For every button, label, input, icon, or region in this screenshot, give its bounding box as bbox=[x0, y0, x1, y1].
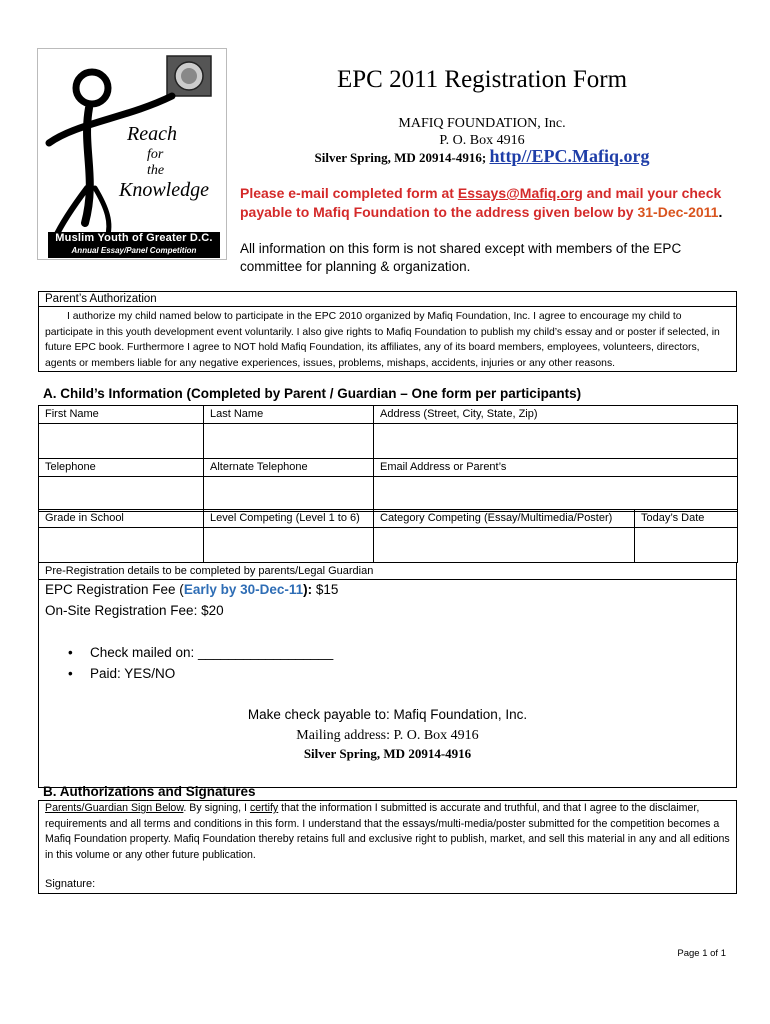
privacy-note: All information on this form is not shared except with members of the EPC committee for planning & organization. bbox=[240, 241, 682, 274]
onsite-fee: On-Site Registration Fee: $20 bbox=[45, 603, 224, 618]
logo-slogan-3: the bbox=[147, 163, 165, 178]
check-mailed-text: Check mailed on: __________________ bbox=[90, 645, 334, 660]
org-name: MAFIQ FOUNDATION, Inc. bbox=[398, 116, 566, 131]
address-field[interactable] bbox=[374, 424, 738, 459]
fee-close: ): bbox=[303, 582, 313, 597]
authorization-body: I authorize my child named below to participate in the EPC 2010 organized by Mafiq Foundation, Inc. I agree to encourage my child to participate in this youth development event voluntarily. I also give rights to Mafiq Foundation to publish my child’s essay and or poster if selected, in future EPC book. Furthermore I agree to NOT hold Mafiq Foundation, its affiliates, any of its board members, employees, volunteers, directors, agents or members liable for any negative experiences, issues, problems, mishaps, accidents, injuries or any other reasons. bbox=[45, 311, 720, 369]
bullet-icon: • bbox=[68, 666, 73, 681]
terms-text1: . By signing, I bbox=[183, 802, 250, 814]
logo-band-line2: Annual Essay/Panel Competition bbox=[71, 246, 197, 255]
telephone-field[interactable] bbox=[39, 477, 204, 512]
authorization-text bbox=[39, 307, 736, 371]
paid-text: Paid: YES/NO bbox=[90, 666, 176, 681]
fee-label: EPC Registration Fee ( bbox=[45, 582, 184, 597]
level-field[interactable] bbox=[204, 528, 374, 563]
child-info-table-2 bbox=[38, 509, 738, 563]
section-b-title: B. Authorizations and Signatures bbox=[43, 784, 256, 799]
certify: certify bbox=[249, 802, 279, 814]
mailing-address: Mailing address: P. O. Box 4916 bbox=[296, 728, 479, 743]
level-label: Level Competing (Level 1 to 6) bbox=[204, 510, 374, 528]
logo-band bbox=[48, 232, 220, 258]
address-label: Address (Street, City, State, Zip) bbox=[374, 406, 738, 424]
check-mailed-item bbox=[68, 645, 333, 660]
grade-field[interactable] bbox=[39, 528, 204, 563]
authorization-heading: Parent’s Authorization bbox=[39, 292, 736, 307]
book-seal-icon bbox=[167, 56, 211, 96]
email-note-end: . bbox=[718, 204, 723, 220]
first-name-label: First Name bbox=[39, 406, 204, 424]
signature-box bbox=[38, 800, 737, 894]
category-label: Category Competing (Essay/Multimedia/Poster) bbox=[374, 510, 635, 528]
deadline: 31-Dec-2011 bbox=[637, 204, 719, 220]
fee-amount: $15 bbox=[312, 582, 339, 597]
email-label: Email Address or Parent’s bbox=[374, 459, 738, 477]
page-number: Page 1 of 1 bbox=[677, 948, 726, 959]
logo-band-line1: Muslim Youth of Greater D.C. bbox=[55, 232, 213, 244]
early-deadline: Early by 30-Dec-11 bbox=[183, 582, 304, 597]
category-field[interactable] bbox=[374, 528, 635, 563]
telephone-label: Telephone bbox=[39, 459, 204, 477]
mailing-city: Silver Spring, MD 20914-4916 bbox=[303, 746, 472, 761]
last-name-field[interactable] bbox=[204, 424, 374, 459]
date-label: Today’s Date bbox=[635, 510, 738, 528]
logo-slogan-1: Reach bbox=[127, 123, 177, 145]
sign-below: Parents/Guardian Sign Below bbox=[45, 802, 184, 814]
date-field[interactable] bbox=[635, 528, 738, 563]
terms-text2: that the information I submitted is accurate and truthful, and that I agree to the disclaimer, requirements and all terms and conditions in this form. I understand that the essays/multi-media/poster submitted for the competition becomes a Mafiq Foundation property. Mafiq Foundation thereby retains full and exclusive right to publish, market, and sell this material in any and all editions in this volume or any other future publication. bbox=[45, 802, 730, 861]
registration-fee bbox=[45, 582, 338, 597]
email-instructions bbox=[240, 184, 730, 222]
org-po-box: P. O. Box 4916 bbox=[439, 133, 525, 148]
page-title: EPC 2011 Registration Form bbox=[336, 66, 628, 93]
logo-slogan-4: Knowledge bbox=[119, 179, 209, 201]
email-note-text2: and mail your check payable to Mafiq Foundation to the address given below by bbox=[240, 185, 722, 220]
email-note-text1: Please e-mail completed form at bbox=[240, 185, 458, 201]
child-info-table bbox=[38, 405, 738, 512]
alt-telephone-label: Alternate Telephone bbox=[204, 459, 374, 477]
parent-authorization-box bbox=[38, 291, 737, 372]
email-field[interactable] bbox=[374, 477, 738, 512]
logo-slogan-2: for bbox=[147, 147, 164, 162]
grade-label: Grade in School bbox=[39, 510, 204, 528]
signature-terms bbox=[39, 801, 736, 863]
section-a-title: A. Child’s Information (Completed by Parent / Guardian – One form per participants) bbox=[43, 386, 582, 401]
org-city: Silver Spring, MD 20914-4916; bbox=[314, 150, 487, 165]
logo bbox=[37, 48, 227, 260]
payable-to: Make check payable to: Mafiq Foundation, Inc. bbox=[247, 707, 528, 722]
signature-label: Signature: bbox=[45, 878, 96, 890]
website-link[interactable]: http//EPC.Mafiq.org bbox=[489, 146, 650, 166]
org-address bbox=[240, 115, 724, 149]
org-city-line bbox=[240, 146, 724, 167]
first-name-field[interactable] bbox=[39, 424, 204, 459]
prereg-heading: Pre-Registration details to be completed by parents/Legal Guardian bbox=[39, 563, 736, 580]
email-link[interactable]: Essays@Mafiq.org bbox=[457, 185, 583, 201]
last-name-label: Last Name bbox=[204, 406, 374, 424]
alt-telephone-field[interactable] bbox=[204, 477, 374, 512]
paid-item bbox=[68, 666, 175, 681]
bullet-icon: • bbox=[68, 645, 73, 660]
